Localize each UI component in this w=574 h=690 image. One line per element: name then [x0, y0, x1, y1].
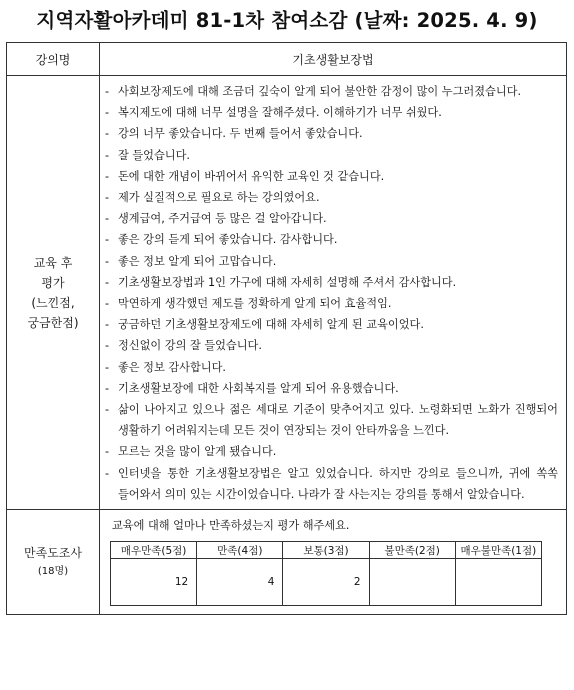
feedback-item — [104, 272, 558, 293]
survey-question: 교육에 대해 얼마나 만족하셨는지 평가 해주세요. — [112, 519, 350, 533]
survey-row — [7, 510, 567, 615]
bullet-dash: - — [105, 318, 110, 332]
feedback-item — [104, 463, 558, 505]
bullet-dash: - — [105, 360, 110, 374]
feedback-item — [104, 293, 558, 314]
feedback-text: 모르는 것을 많이 알게 됐습니다. — [118, 445, 277, 459]
feedback-label — [7, 76, 100, 510]
feedback-item — [104, 357, 558, 378]
bullet-dash: - — [105, 297, 110, 311]
feedback-text: 좋은 정보 알게 되어 고맙습니다. — [118, 254, 277, 268]
bullet-dash: - — [105, 191, 110, 205]
score-value: 2 — [283, 559, 369, 606]
feedback-item — [104, 81, 558, 102]
bullet-dash: - — [105, 339, 110, 353]
feedback-text: 좋은 강의 듣게 되어 좋았습니다. 감사합니다. — [118, 233, 338, 247]
header-row — [7, 43, 567, 76]
lecture-name-label: 강의명 — [7, 43, 100, 76]
bullet-dash: - — [105, 212, 110, 226]
feedback-item — [104, 251, 558, 272]
feedback-label-line: 궁금한점) — [27, 315, 79, 330]
bullet-dash: - — [105, 466, 110, 480]
feedback-text: 기초생활보장에 대한 사회복지를 알게 되어 유용했습니다. — [118, 381, 399, 395]
feedback-row — [7, 76, 567, 510]
feedback-item — [104, 187, 558, 208]
feedback-item — [104, 378, 558, 399]
feedback-text: 정신없이 강의 잘 들었습니다. — [118, 339, 262, 353]
bullet-dash: - — [105, 85, 110, 98]
feedback-text: 생계급여, 주거급여 등 많은 걸 알아갑니다. — [118, 212, 327, 226]
bullet-dash: - — [105, 148, 110, 162]
feedback-text: 제가 실질적으로 필요로 하는 강의였어요. — [118, 191, 320, 205]
feedback-table — [6, 42, 567, 615]
survey-title: 만족도조사 — [24, 546, 82, 561]
feedback-text: 좋은 정보 감사합니다. — [118, 360, 226, 374]
feedback-label-line: 평가 — [41, 275, 65, 290]
feedback-text: 기초생활보장법과 1인 가구에 대해 자세히 설명해 주셔서 감사합니다. — [118, 275, 457, 289]
document-title: 지역자활아카데미 81-1차 참여소감 (날짜: 2025. 4. 9) — [36, 9, 538, 32]
feedback-text: 돈에 대한 개념이 바뀌어서 유익한 교육인 것 같습니다. — [118, 169, 385, 183]
bullet-dash: - — [105, 254, 110, 268]
feedback-text: 삶이 나아지고 있으나 젊은 세대로 기준이 맞추어지고 있다. 노령화되면 노화가 진행되어 생활하기 어려워지는데 모든 것이 연장되는 것이 안타까움을 느낀다. — [118, 403, 558, 438]
feedback-text: 궁금하던 기초생활보장제도에 대해 자세히 알게 된 교육이었다. — [118, 318, 424, 332]
feedback-item — [104, 441, 558, 462]
score-value — [369, 559, 455, 606]
feedback-item — [104, 123, 558, 144]
feedback-item — [104, 229, 558, 250]
feedback-text: 막연하게 생각했던 제도를 정확하게 알게 되어 효율적임. — [118, 297, 392, 311]
feedback-item — [104, 314, 558, 335]
feedback-label-line: (느낀점, — [31, 295, 75, 310]
survey-respondent-count: (18명) — [37, 566, 69, 578]
survey-content — [100, 510, 567, 615]
score-table — [110, 541, 542, 606]
bullet-dash: - — [105, 169, 110, 183]
feedback-text: 사회보장제도에 대해 조금더 깊숙이 알게 되어 불안한 감정이 많이 누그러졌습니다. — [118, 85, 522, 98]
feedback-text: 잘 들었습니다. — [118, 148, 190, 162]
score-header: 매우불만족(1점) — [455, 542, 541, 559]
score-value-row — [111, 559, 542, 606]
feedback-text: 복지제도에 대해 너무 설명을 잘해주셨다. 이해하기가 너무 쉬웠다. — [118, 106, 442, 120]
feedback-text: 강의 너무 좋았습니다. 두 번째 들어서 좋았습니다. — [118, 127, 363, 141]
score-header: 매우만족(5점) — [111, 542, 197, 559]
bullet-dash: - — [105, 403, 110, 417]
bullet-dash: - — [105, 127, 110, 141]
feedback-item — [104, 102, 558, 123]
score-header: 보통(3점) — [283, 542, 369, 559]
bullet-dash: - — [105, 275, 110, 289]
feedback-label-line: 교육 후 — [33, 255, 73, 270]
bullet-dash: - — [105, 381, 110, 395]
score-header: 만족(4점) — [197, 542, 283, 559]
feedback-item — [104, 399, 558, 441]
score-header-row — [111, 542, 542, 559]
feedback-item — [104, 208, 558, 229]
bullet-dash: - — [105, 445, 110, 459]
bullet-dash: - — [105, 233, 110, 247]
score-value: 4 — [197, 559, 283, 606]
score-value: 12 — [111, 559, 197, 606]
feedback-item — [104, 335, 558, 356]
survey-label — [7, 510, 100, 615]
score-header: 불만족(2점) — [369, 542, 455, 559]
feedback-item — [104, 145, 558, 166]
feedback-text: 인터넷을 통한 기초생활보장법은 알고 있었습니다. 하지만 강의로 들으니까, 귀에 쏙쏙 들어와서 의미 있는 시간이었습니다. 나라가 잘 사는지는 강의를 통해서 알았습니다. — [118, 466, 558, 501]
score-value — [455, 559, 541, 606]
feedback-item — [104, 166, 558, 187]
feedback-list — [104, 81, 558, 505]
bullet-dash: - — [105, 106, 110, 120]
feedback-content — [100, 76, 567, 510]
lecture-name-value: 기초생활보장법 — [100, 43, 567, 76]
